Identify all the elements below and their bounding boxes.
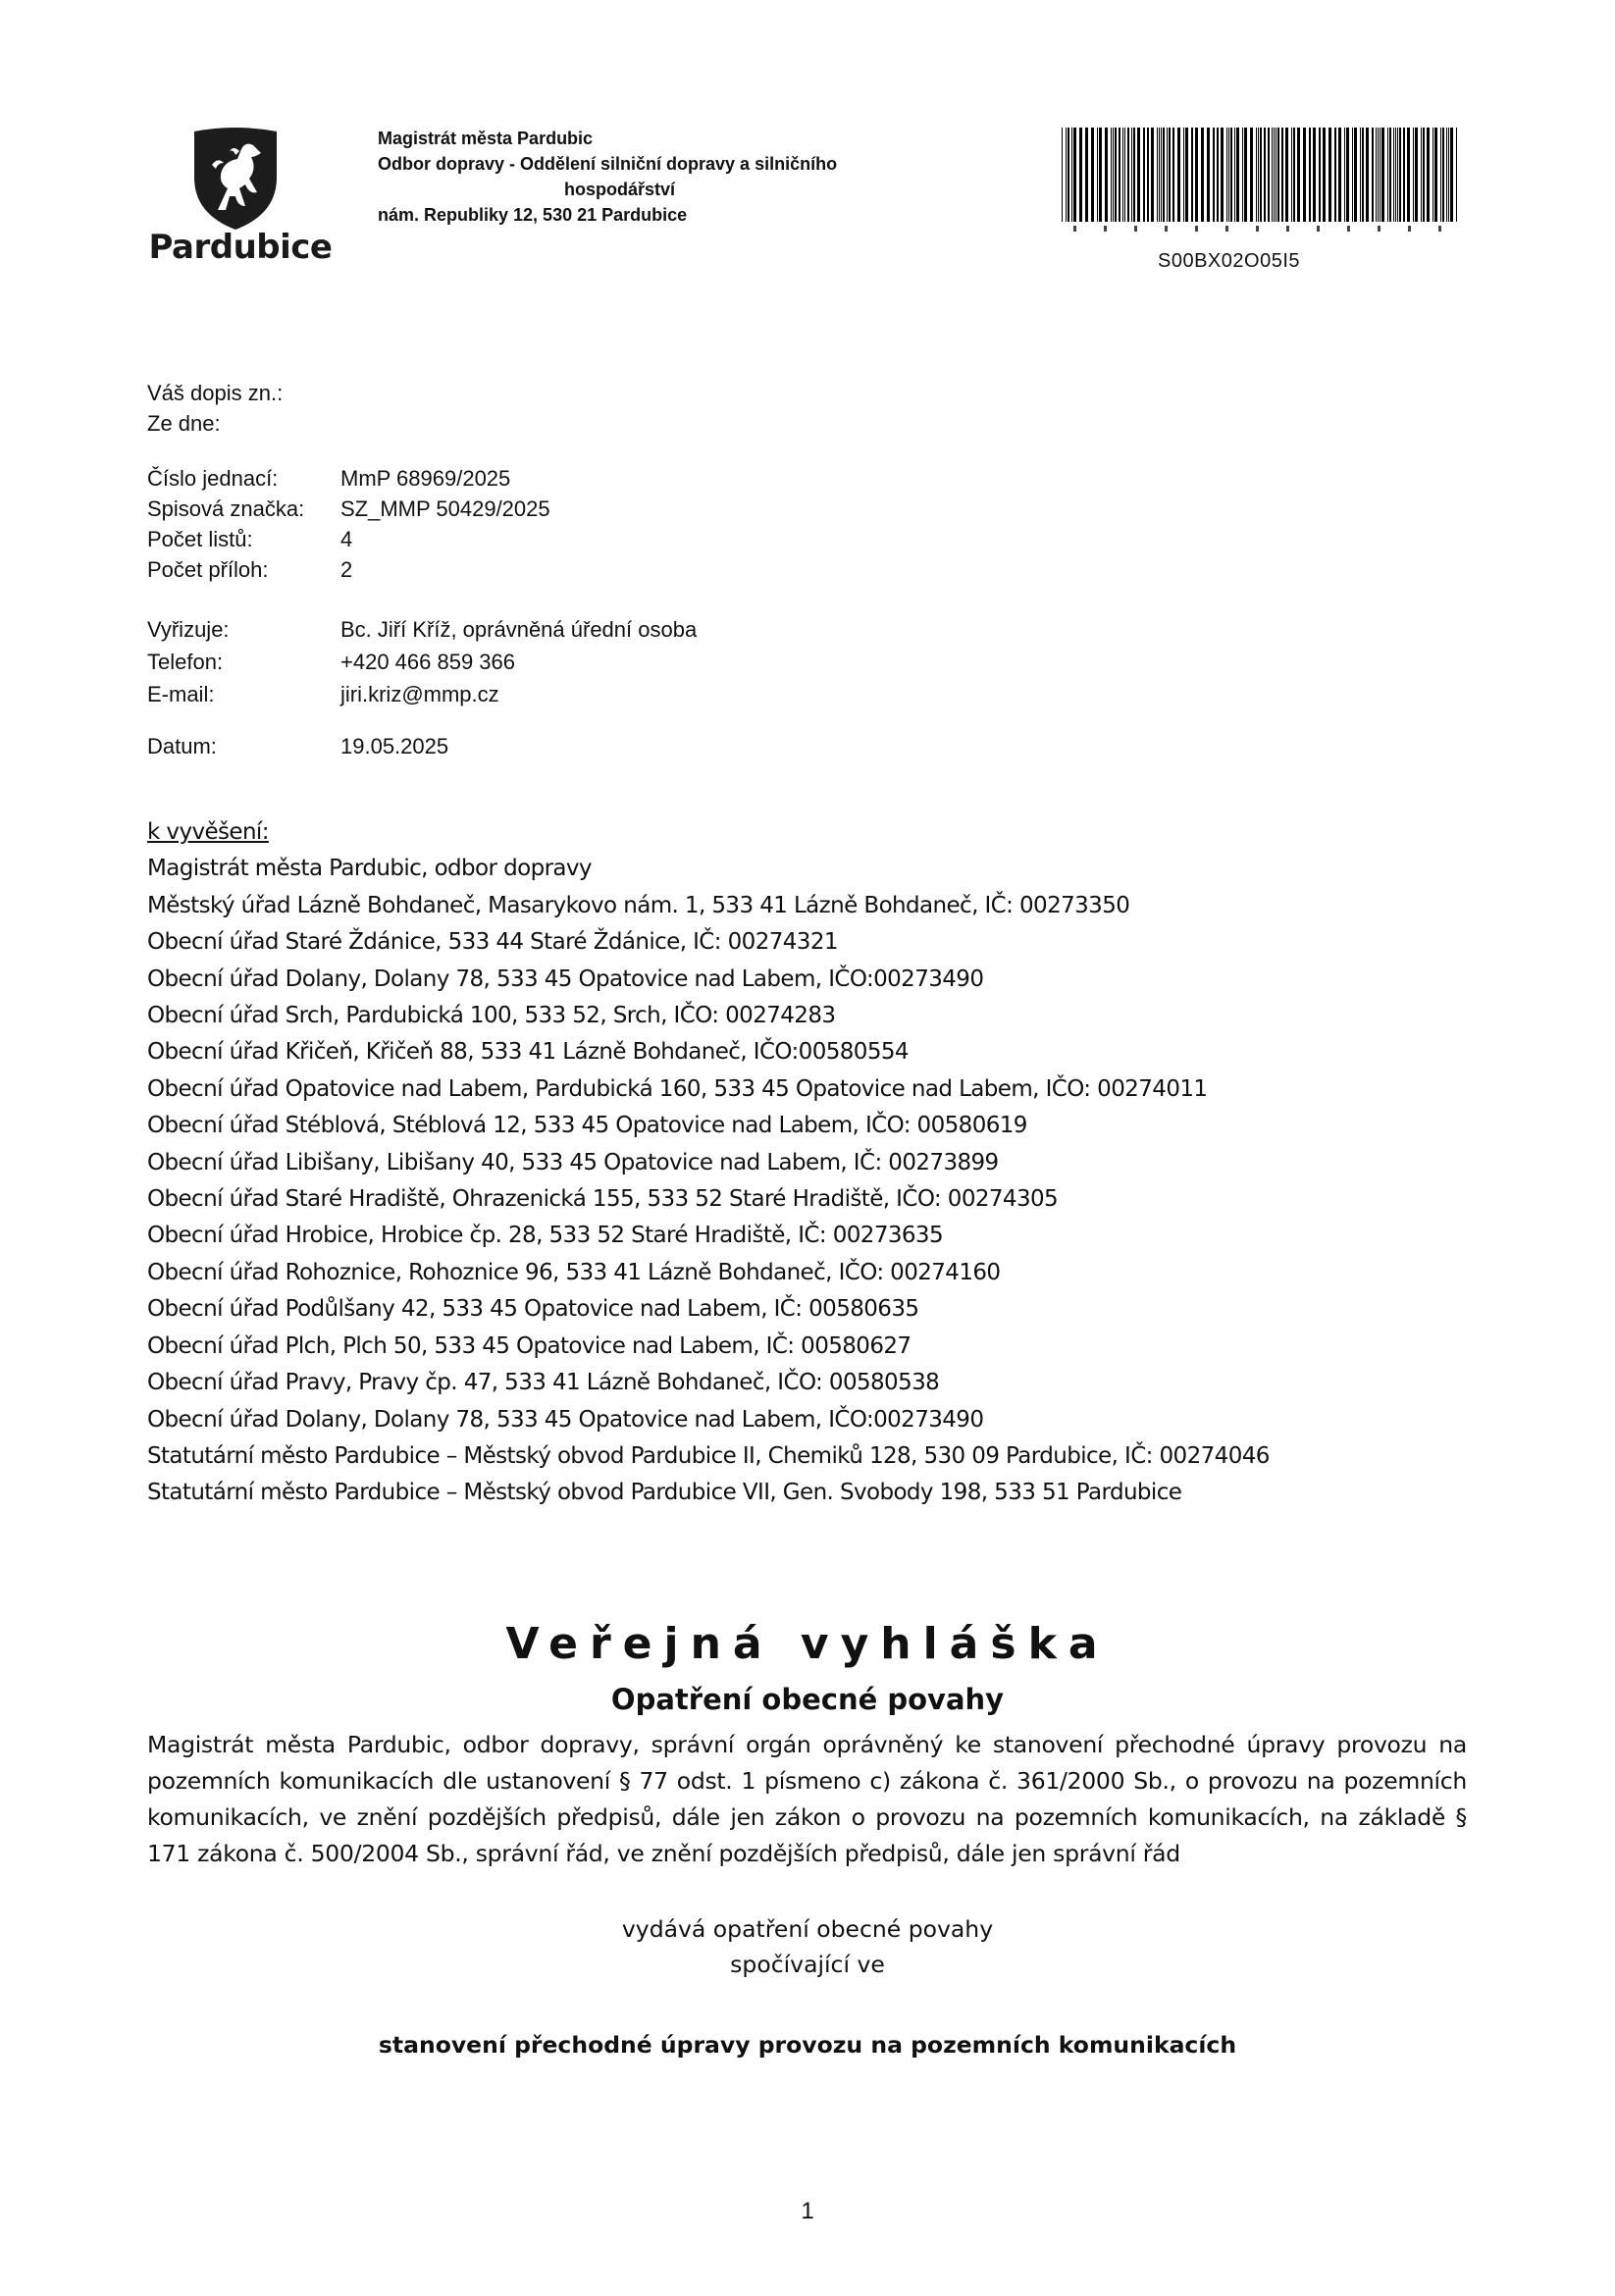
posting-address: Obecní úřad Srch, Pardubická 100, 533 52, Srch, IČO: 00274283 (147, 1003, 836, 1029)
barcode-bar (1177, 128, 1180, 222)
barcode-bar (1346, 128, 1349, 222)
barcode-tick (1104, 226, 1107, 232)
barcode-bar (1319, 128, 1321, 222)
barcode-tick (1134, 226, 1137, 232)
meta-label: Vyřizuje: (147, 617, 230, 642)
barcode-bar (1376, 128, 1377, 222)
barcode-bar (1293, 128, 1295, 222)
barcode-bar (1099, 128, 1102, 222)
posting-address: Obecní úřad Staré Ždánice, 533 44 Staré Ždánice, IČ: 00274321 (147, 929, 838, 956)
barcode-bar (1172, 128, 1174, 222)
barcode-bar (1281, 128, 1283, 222)
barcode-bar (1399, 128, 1401, 222)
posting-address: Obecní úřad Dolany, Dolany 78, 533 45 Opatovice nad Labem, IČO:00273490 (147, 1406, 984, 1433)
barcode-bar (1258, 128, 1259, 222)
barcode-tick (1256, 226, 1259, 232)
barcode-bar (1334, 128, 1336, 222)
barcode-bar (1381, 128, 1384, 222)
barcode-bar (1309, 128, 1311, 222)
barcode-bar (1264, 128, 1266, 222)
barcode-bar (1344, 128, 1345, 222)
barcode-bar (1256, 128, 1257, 222)
meta-label: Spisová značka: (147, 496, 305, 521)
barcode-tick (1408, 226, 1411, 232)
notice-subject: stanovení přechodné úpravy provozu na pozemních komunikacích (378, 2031, 1237, 2059)
barcode-tick (1286, 226, 1289, 232)
barcode-bar (1268, 128, 1270, 222)
meta-value: +420 466 859 366 (340, 650, 516, 674)
barcode-bar (1161, 128, 1162, 222)
posting-address: Magistrát města Pardubic, odbor dopravy (147, 856, 592, 882)
barcode-bar (1456, 128, 1457, 222)
barcode-bar (1291, 128, 1292, 222)
barcode-bar (1167, 128, 1168, 222)
meta-row (147, 731, 448, 761)
barcode-bar (1111, 128, 1112, 222)
barcode-bar (1159, 128, 1160, 222)
barcode-tick (1195, 226, 1198, 232)
barcode-bar (1163, 128, 1165, 222)
barcode-bar (1185, 128, 1188, 222)
meta-label: Ze dne: (147, 411, 221, 436)
meta-row (147, 524, 550, 554)
barcode-bar (1313, 128, 1316, 222)
barcode-bar (1323, 128, 1326, 222)
barcode-bar (1151, 128, 1154, 222)
barcode-bar (1397, 128, 1398, 222)
barcode-bar (1389, 128, 1391, 222)
barcode-bar (1131, 128, 1132, 222)
barcode-bar (1213, 128, 1215, 222)
barcode-bar (1236, 128, 1239, 222)
barcode-bar (1415, 128, 1418, 222)
date-block (147, 731, 448, 761)
barcode (1060, 128, 1462, 235)
barcode-tick (1317, 226, 1320, 232)
meta-value[interactable]: jiri.kriz@mmp.cz (340, 682, 499, 706)
contact-block (147, 613, 697, 710)
meta-row (147, 463, 550, 494)
posting-address: Obecní úřad Plch, Plch 50, 533 45 Opatovice nad Labem, IČ: 00580627 (147, 1332, 912, 1359)
meta-label: Počet listů: (147, 527, 253, 551)
meta-label: E-mail: (147, 682, 215, 706)
notice-paragraph: Magistrát města Pardubic, odbor dopravy, správní orgán oprávněný ke stanovení přechodné úpravy provozu na pozemních komunikacích dle ustanovení § 77 odst. 1 písmeno c) zákona č. 361/2000 Sb., o provozu na pozemních komunikacích, ve znění pozdějších předpisů, dále jen zákon o provozu na pozemních komunikacích, na základě § 171 zákona č. 500/2004 Sb., správní řád, ve znění pozdějších předpisů, dále jen správní řád (147, 1731, 1467, 1867)
barcode-bar (1446, 128, 1447, 222)
organization-address (378, 126, 927, 228)
barcode-bar (1395, 128, 1396, 222)
barcode-bar (1274, 128, 1275, 222)
barcode-bar (1143, 128, 1145, 222)
meta-label: Číslo jednací: (147, 466, 279, 491)
org-line: nám. Republiky 12, 530 21 Pardubice (378, 205, 688, 225)
notice-consisting-line: spočívající ve (730, 1951, 885, 1978)
barcode-tick (1438, 226, 1441, 232)
barcode-bar (1228, 128, 1229, 222)
barcode-bar (1352, 128, 1353, 222)
org-line: hospodářství (564, 180, 676, 199)
barcode-bar (1127, 128, 1129, 222)
posting-address: Statutární město Pardubice – Městský obvod Pardubice VII, Gen. Svobody 198, 533 51 Pardubice (147, 1480, 1182, 1506)
posting-address: Obecní úřad Libišany, Libišany 40, 533 45 Opatovice nad Labem, IČ: 00273899 (147, 1149, 999, 1175)
barcode-bar (1448, 128, 1449, 222)
barcode-bar (1272, 128, 1273, 222)
meta-value: 4 (340, 527, 353, 551)
barcode-bar (1113, 128, 1114, 222)
posting-address: Obecní úřad Stéblová, Stéblová 12, 533 45 Opatovice nad Labem, IČO: 00580619 (147, 1113, 1027, 1139)
org-line: Odbor dopravy - Oddělení silniční dopravy a silničního (378, 154, 838, 174)
barcode-bar (1147, 128, 1149, 222)
notice-subtitle: Opatření obecné povahy (610, 1683, 1005, 1716)
barcode-bar (1068, 128, 1069, 222)
meta-value: Bc. Jiří Kříž, oprávněná úřední osoba (340, 617, 698, 642)
barcode-bar (1362, 128, 1364, 222)
barcode-bar (1207, 128, 1210, 222)
posting-address: Obecní úřad Rohoznice, Rohoznice 96, 533 41 Lázně Bohdaneč, IČO: 00274160 (147, 1259, 1001, 1285)
barcode-bar (1071, 128, 1072, 222)
barcode-bar (1450, 128, 1453, 222)
barcode-bar (1380, 128, 1381, 222)
posting-address: Obecní úřad Hrobice, Hrobice čp. 28, 533 52 Staré Hradiště, IČ: 00273635 (147, 1223, 944, 1249)
barcode-bar (1338, 128, 1341, 222)
horse-shield-icon (188, 124, 283, 232)
meta-value: 19.05.2025 (340, 734, 449, 758)
barcode-bar (1079, 128, 1082, 222)
barcode-tick (1347, 226, 1350, 232)
meta-label: Datum: (147, 734, 217, 758)
barcode-code: S00BX02O05I5 (1158, 250, 1300, 272)
barcode-bar (1277, 128, 1279, 222)
barcode-bar (1242, 128, 1243, 222)
barcode-bar (1119, 128, 1120, 222)
logo-wordmark: Pardubice (148, 228, 333, 267)
posting-address: Obecní úřad Dolany, Dolany 78, 533 45 Opatovice nad Labem, IČO:00273490 (147, 965, 984, 992)
meta-row (147, 408, 340, 439)
barcode-bar (1403, 128, 1405, 222)
barcode-bar (1250, 128, 1253, 222)
barcode-bar (1244, 128, 1247, 222)
barcode-bar (1169, 128, 1171, 222)
barcode-bar (1221, 128, 1224, 222)
barcode-bar (1360, 128, 1361, 222)
barcode-tick (1225, 226, 1228, 232)
barcode-bar (1201, 128, 1204, 222)
barcode-bar (1085, 128, 1088, 222)
notice-title: Veřejná vyhláška (505, 1619, 1110, 1669)
barcode-bar (1421, 128, 1422, 222)
meta-row (147, 646, 697, 678)
barcode-bar (1183, 128, 1184, 222)
notice-issues-line: vydává opatření obecné povahy (621, 1915, 994, 1943)
meta-value: SZ_MMP 50429/2025 (340, 496, 550, 521)
posting-address: Obecní úřad Pravy, Pravy čp. 47, 533 41 Lázně Bohdaneč, IČO: 00580538 (147, 1370, 940, 1396)
barcode-bar (1122, 128, 1123, 222)
meta-row (147, 494, 550, 524)
barcode-bar (1230, 128, 1232, 222)
barcode-bar (1105, 128, 1108, 222)
meta-row (147, 554, 550, 585)
posting-address: Obecní úřad Křičeň, Křičeň 88, 533 41 Lázně Bohdaneč, IČO:00580554 (147, 1039, 909, 1066)
barcode-bar (1157, 128, 1158, 222)
barcode-bar (1066, 128, 1067, 222)
barcode-bar (1091, 128, 1094, 222)
letter-reference-block (147, 378, 340, 439)
file-reference-block (147, 463, 550, 585)
barcode-bar (1191, 128, 1193, 222)
barcode-bar (1378, 128, 1379, 222)
posting-address: Obecní úřad Opatovice nad Labem, Pardubická 160, 533 45 Opatovice nad Labem, IČO: 00274011 (147, 1075, 1208, 1102)
meta-row (147, 678, 697, 710)
barcode-tick (1378, 226, 1381, 232)
meta-label: Počet příloh: (147, 557, 269, 582)
barcode-bar (1115, 128, 1117, 222)
barcode-bar (1285, 128, 1288, 222)
page-number: 1 (801, 2198, 814, 2224)
barcode-bar (1303, 128, 1306, 222)
meta-value: MmP 68969/2025 (340, 466, 511, 491)
barcode-bar (1407, 128, 1410, 222)
barcode-bar (1297, 128, 1300, 222)
barcode-bar (1440, 128, 1441, 222)
barcode-bar (1442, 128, 1444, 222)
barcode-bar (1328, 128, 1331, 222)
meta-label: Telefon: (147, 650, 224, 674)
barcode-bar (1387, 128, 1388, 222)
meta-value: 2 (340, 557, 353, 582)
posting-address: Statutární město Pardubice – Městský obvod Pardubice II, Chemiků 128, 530 09 Pardubice, IČ: 00274046 (147, 1442, 1270, 1469)
barcode-bar (1124, 128, 1125, 222)
barcode-tick (1165, 226, 1168, 232)
barcode-bar (1073, 128, 1076, 222)
barcode-bar (1366, 128, 1369, 222)
barcode-bar (1217, 128, 1219, 222)
barcode-bar (1393, 128, 1394, 222)
meta-row (147, 378, 340, 408)
barcode-tick (1073, 226, 1076, 232)
posting-address: Obecní úřad Staré Hradiště, Ohrazenická 155, 533 52 Staré Hradiště, IČO: 00274305 (147, 1186, 1059, 1213)
barcode-bar (1354, 128, 1357, 222)
posting-address: Obecní úřad Podůlšany 42, 533 45 Opatovice nad Labem, IČ: 00580635 (147, 1296, 919, 1323)
barcode-bar (1260, 128, 1262, 222)
barcode-bar (1427, 128, 1430, 222)
meta-label: Váš dopis zn.: (147, 381, 284, 405)
barcode-bar (1137, 128, 1140, 222)
barcode-bar (1062, 128, 1063, 222)
barcode-bar (1413, 128, 1414, 222)
barcode-bar (1234, 128, 1235, 222)
barcode-bar (1434, 128, 1437, 222)
barcode-bar (1226, 128, 1227, 222)
posting-list (147, 814, 1270, 1512)
barcode-bar (1372, 128, 1374, 222)
barcode-bar (1423, 128, 1425, 222)
posting-address: Městský úřad Lázně Bohdaneč, Masarykovo nám. 1, 533 41 Lázně Bohdaneč, IČ: 00273350 (147, 892, 1130, 918)
posting-heading: k vyvěšení: (147, 819, 269, 845)
meta-row (147, 613, 697, 646)
barcode-bar (1097, 128, 1098, 222)
org-line: Magistrát města Pardubic (378, 129, 594, 148)
barcode-bar (1195, 128, 1198, 222)
barcode-bar (1133, 128, 1135, 222)
